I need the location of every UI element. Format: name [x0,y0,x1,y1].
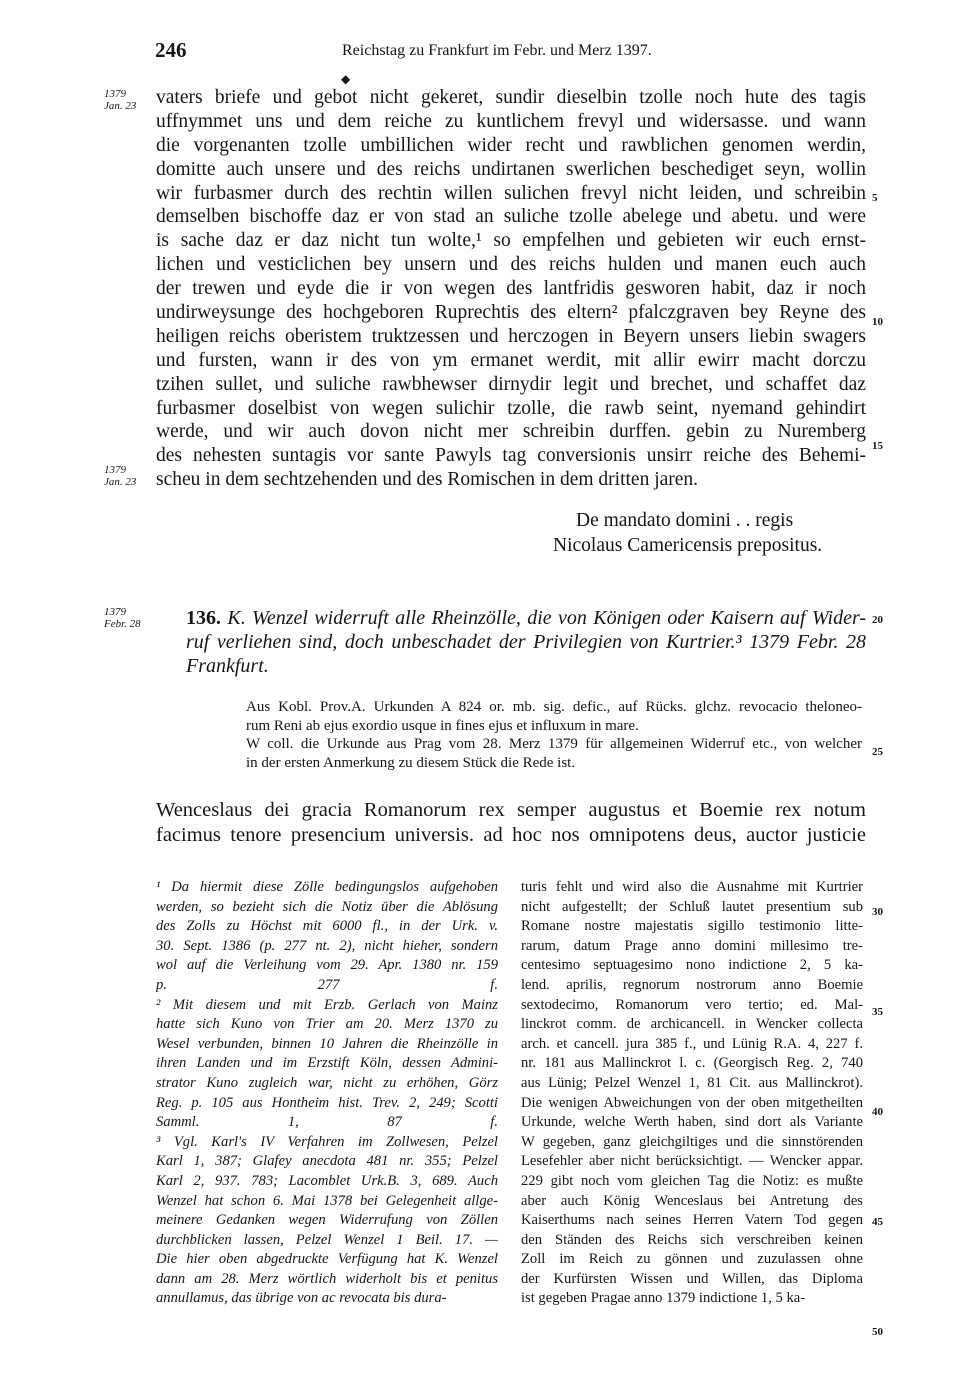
document-heading-line: ruf verliehen sind, doch unbeschadet der Privilegien von Kurtrier.³ 1379 Febr. 28 [186,631,866,653]
footnote-line: ³ Vgl. Karl's IV Verfahren im Zollwesen, Pelzel [156,1133,498,1150]
footnote-line: ¹ Da hiermit diese Zölle bedingungslos aufgehoben [156,879,498,895]
footnote-line: 229 gibt noch vom gleichen Tag die Notiz: es mußte [521,1172,863,1189]
source-note-line: in der ersten Anmerkung zu diesem Stück die Rede ist. [246,754,576,771]
footnote-line: arch. et cancell. jura 385 f., und Lünig R.A. 4, 227 f. [521,1035,863,1052]
line-number: 25 [872,746,883,758]
line-number: 40 [872,1106,883,1118]
margin-date: 1379 Jan. 23 [104,88,137,112]
footnote-line: Die hier oben abgedruckte Verfügung hat K. Wenzel [156,1251,498,1268]
source-note [246,698,862,772]
document-heading-line: Frankfurt. [186,655,269,677]
document-text [156,798,866,848]
body-line: und fursten, wann ir des von ym ermanet werdit, mit allir ewirr macht dorczu [156,349,866,371]
line-number: 5 [872,192,878,204]
body-line: uffnymmet uns und dem reiche zu kuntlichem frevyl und widersasse. und wann [156,110,866,132]
body-line: lichen und vesticlichen bey unsern und des reichs hulden und manen euch auch [156,254,866,276]
footnote-line: Reg. p. 105 aus Hontheim hist. Trev. 2, 249; Scotti [156,1094,498,1111]
main-text-block [156,86,866,492]
footnote-line: durchblicken lassen, Pelzel Wenzel 1 Beil. 17. — [156,1231,498,1248]
document-number: 136. [186,607,228,629]
footnote-line: aus Lünig; Pelzel Wenzel 1, 81 Cit. aus Mallinckrot). [521,1074,863,1091]
footnote-line: p. 277 f. [156,976,498,993]
line-number: 50 [872,1326,883,1338]
footnote-line: turis fehlt und wird also die Ausnahme mit Kurtrier [521,879,863,895]
body-line: domitte auch unsere und des reichs undirtanen swerlichen beschediget seyn, wollin [156,158,866,180]
line-number: 30 [872,906,883,918]
source-note-line: Aus Kobl. Prov.A. Urkunden A 824 or. mb. sig. defic., auf Rücks. glchz. revocacio theloneo- [246,699,862,715]
footnote-line: Zoll im Reich zu gönnen und zuzulassen ohne [521,1251,863,1268]
footnote-line: Samml. 1, 87 f. [156,1114,498,1131]
page-number: 246 [155,38,187,62]
body-line: demselben bischoffe daz er von stad an suliche tzolle abelege und abetu. und were [156,206,866,228]
footnote-line: werden, so bezieht sich die Notiz über die Ablösung [156,898,498,915]
footnote-line: Kaiserthums nach seines Herren Vatern Tod gegen [521,1212,863,1229]
footnote-line: strator Kuno zugleich war, nicht zu erhöhen, Görz [156,1074,498,1091]
ornament-mark: ◆ [341,72,351,86]
footnote-line: W gegeben, ganz gleichgiltiges und die sinnstörenden [521,1133,863,1150]
source-note-line: rum Reni ab ejus exordio usque in fines ejus et influxum in mare. [246,717,639,734]
body-line: furbasmer doselbist von wegen sulichir tzolle, die rawb seint, nyemand gehindirt [156,397,866,419]
footnote-line: Wesel verbunden, binnen 10 Jahren die Rheinzölle in [156,1035,498,1052]
footnote-line: rarum, datum Prage anno domini millesimo tre- [521,937,863,954]
footnote-line: Die wenigen Abweichungen von der oben mitgetheilten [521,1094,863,1111]
source-note-line: W coll. die Urkunde aus Prag vom 28. Merz 1379 für allgemeinen Widerruf etc., von welcher [246,736,862,753]
footnote-line: wol auf die Verleihung vom 29. Apr. 1380 nr. 159 [156,957,498,974]
footnotes-left-column [156,878,498,1309]
document-heading [186,606,866,678]
margin-date: 1379 Jan. 23 [104,464,137,488]
line-number: 10 [872,316,883,328]
document-heading-line [186,606,866,630]
footnote-line: dann am 28. Merz wörtlich widerholt bis et penitus [156,1270,498,1287]
signature-line-1: De mandato domini . . regis [576,510,794,531]
footnote-line: nr. 181 aus Mallinckrot l. c. (Georgisch Reg. 2, 740 [521,1055,863,1072]
footnote-line: der Kurfürsten Wissen und Willen, das Diploma [521,1270,863,1287]
footnote-line: centesimo septuagesimo nono indictione 2, 5 ka- [521,957,863,974]
footnote-line: 30. Sept. 1386 (p. 277 nt. 2), nicht hieher, sondern [156,937,498,954]
body-line: des nehesten suntagis vor sante Pawyls tag conversionis unsirr reiche des Behemi- [156,445,866,467]
footnote-line: ihren Landen und im Erzstift Köln, dessen Admini- [156,1055,498,1072]
body-line: wir furbasmer durch des rechtin willen sulichen frevyl nicht leiden, und schreibin [156,182,866,204]
footnote-line: Lesefehler aber nicht berücksichtigt. — Wencker appar. [521,1153,863,1170]
body-line: der trewen und eyde die ir von wegen des lantfridis gesworen habit, daz ir noch [156,278,866,300]
body-line: scheu in dem sechtzehenden und des Romischen in dem dritten jaren. [156,469,699,491]
footnotes-right-column [521,878,863,1309]
line-number: 15 [872,440,883,452]
footnote-line: ist gegeben Pragae anno 1379 indictione 1, 5 ka- [521,1290,806,1307]
document-text-line: Wenceslaus dei gracia Romanorum rex semper augustus et Boemie rex notum [156,799,866,821]
body-line: werde, und wir auch dovon nicht mer schreibin durffen. gebin zu Nuremberg [156,421,866,443]
footnote-line: aber auch König Wenceslaus bei Antretung des [521,1192,863,1209]
footnote-line: ² Mit diesem und mit Erzb. Gerlach von Mainz [156,996,498,1013]
body-line: is sache daz er daz nicht tun wolte,¹ so empfelhen und gebieten wir euch ernst- [156,230,866,252]
footnote-line: meinere Gedanken wegen Widerrufung von Zöllen [156,1212,498,1229]
footnote-line: Karl 1, 387; Glafey anecdota 481 nr. 355; Pelzel [156,1153,498,1170]
footnote-line: Wenzel hat schon 6. Mai 1378 bei Gelegenheit allge- [156,1192,498,1209]
body-line: tzihen sullet, und suliche rawbhewser dirnydir legit und brechet, und schaffet daz [156,373,866,395]
running-title: Reichstag zu Frankfurt im Febr. und Merz 1397. [342,42,652,59]
document-heading-text: K. Wenzel widerruft alle Rheinzölle, die von Königen oder Kaisern auf Wider- [227,607,866,629]
body-line: undirweysunge des hochgeboren Ruprechtis des eltern² pfalczgraven bey Reyne des [156,302,866,324]
line-number: 45 [872,1216,883,1228]
line-number: 35 [872,1006,883,1018]
footnote-line: nicht aufgestellt; der Schluß lautet presentium sub [521,898,863,915]
document-text-line: facimus tenore presencium universis. ad hoc nos omnipotens deus, auctor justicie [156,824,866,846]
footnote-line: Karl 2, 937. 783; Lacomblet Urk.B. 3, 689. Auch [156,1172,498,1189]
footnote-line: Romane nostre majestatis sigillo testimonio litte- [521,918,863,935]
footnote-line: lend. aprilis, regnorum nostrorum anno Boemie [521,976,863,993]
body-line: heiligen reichs oberistem truktzessen und herczogen in Beyern unsers liebin swagers [156,325,866,347]
footnote-line: linckrot comm. de archicancell. in Wencker collecta [521,1016,863,1033]
footnote-line: des Zolls zu Höchst mit 6000 fl., in der Urk. v. [156,918,498,935]
footnote-line: Urkunde, welche Werth haben, sind dort als Variante [521,1114,863,1131]
line-number: 20 [872,614,883,626]
signature-line-2: Nicolaus Camericensis prepositus. [553,535,823,556]
footnote-line: den Ständen des Reichs sich verschreiben keinen [521,1231,863,1248]
footnote-line: hatte sich Kuno von Trier am 20. Merz 1370 zu [156,1016,498,1033]
footnote-line: sextodecimo, Romanorum vero tertio; ed. Mal- [521,996,863,1013]
body-line: die vorgenanten tzolle umbillichen wider recht und rawblichen genomen werdin, [156,134,866,156]
margin-date: 1379 Febr. 28 [104,606,141,630]
body-line: vaters briefe und gebot nicht gekeret, sundir dieselbin tzolle noch hute des tagis [156,87,866,108]
footnote-line: annullamus, das übrige von ac revocata bis dura- [156,1290,447,1307]
